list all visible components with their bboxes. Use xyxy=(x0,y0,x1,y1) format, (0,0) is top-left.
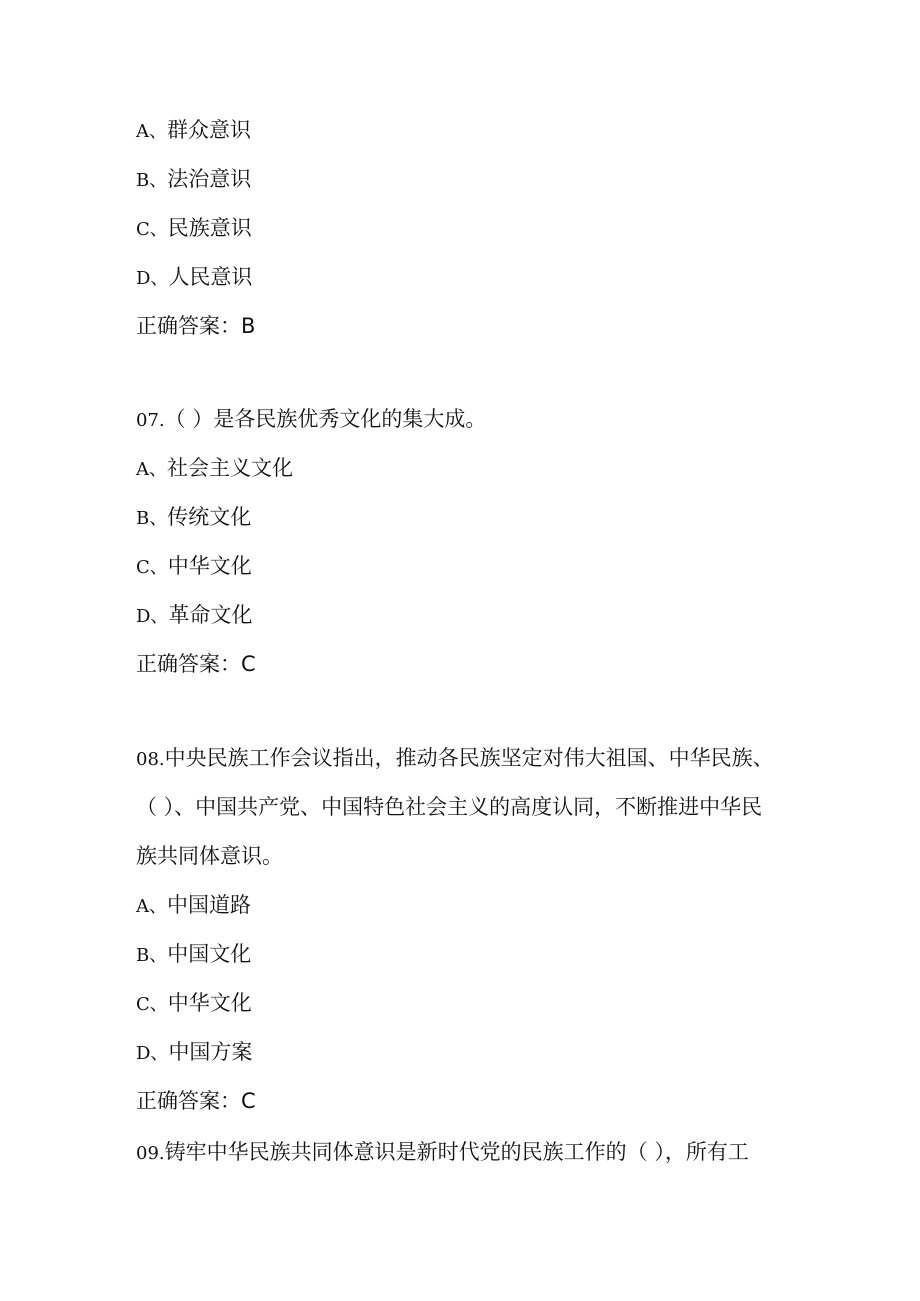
option-c: C、中华文化 xyxy=(136,554,252,578)
answer-line: 正确答案：B xyxy=(136,314,256,338)
answer-line: 正确答案：C xyxy=(136,652,256,676)
question-07: 07.（ ）是各民族优秀文化的集大成。 xyxy=(136,407,487,431)
option-c: C、中华文化 xyxy=(136,991,252,1015)
option-a: A、群众意识 xyxy=(136,118,251,142)
option-d: D、革命文化 xyxy=(136,603,253,627)
option-d: D、中国方案 xyxy=(136,1040,253,1064)
option-b: B、中国文化 xyxy=(136,942,252,966)
option-b: B、传统文化 xyxy=(136,505,252,529)
question-08-line-2: （ ）、中国共产党、中国特色社会主义的高度认同，不断推进中华民 xyxy=(136,795,763,819)
option-b: B、法治意识 xyxy=(136,167,252,191)
question-09: 09.铸牢中华民族共同体意识是新时代党的民族工作的（ ），所有工 xyxy=(136,1140,749,1164)
option-a: A、中国道路 xyxy=(136,893,251,917)
option-d: D、人民意识 xyxy=(136,265,253,289)
question-08: 08.中央民族工作会议指出，推动各民族坚定对伟大祖国、中华民族、 xyxy=(136,746,774,770)
option-a: A、社会主义文化 xyxy=(136,456,293,480)
question-08-line-3: 族共同体意识。 xyxy=(136,844,283,868)
answer-line: 正确答案：C xyxy=(136,1089,256,1113)
option-c: C、民族意识 xyxy=(136,216,252,240)
